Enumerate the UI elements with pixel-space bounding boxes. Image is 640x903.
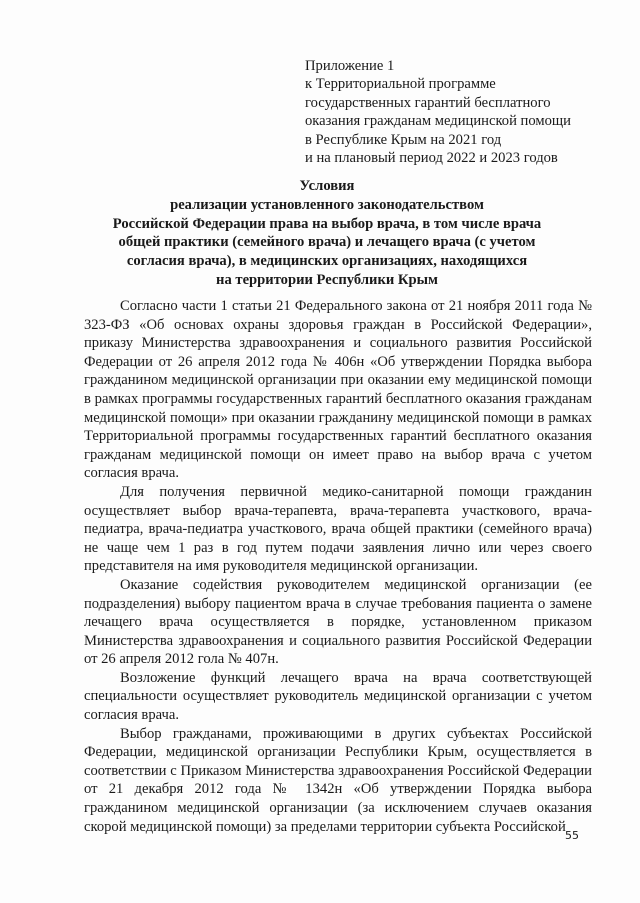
annex-line: государственных гарантий бесплатного <box>305 94 551 111</box>
document-title <box>86 177 568 290</box>
title-line: согласия врача), в медицинских организациях, находящихся <box>126 253 528 270</box>
body-paragraph: Оказание содействия руководителем медицинской организации (ее подразделения) выбору пациентом врача в случае требования пациента о замене лечащего врача осуществляется в порядке, установленном приказом Министерства здравоохранения и социального развития Российской Федерации от 26 апреля 2012 гола № 407н. <box>84 576 592 668</box>
body-paragraph: Возложение функций лечащего врача на врача соответствующей специальности осуществляет руководитель медицинской организации с учетом согласия врача. <box>84 669 592 724</box>
annex-line: к Территориальной программе <box>305 76 496 93</box>
title-line: на территории Республики Крым <box>216 271 438 288</box>
title-line: реализации установленного законодательством <box>170 196 484 213</box>
page-number: 55 <box>565 829 579 842</box>
body-paragraph: Согласно части 1 статьи 21 Федерального закона от 21 ноября 2011 года № 323-ФЗ «Об основах охраны здоровья граждан в Российской Федерации», приказу Министерства здравоохранения и социального развития Российской Федерации от 26 апреля 2012 года № 406н «Об утверждении Порядка выбора гражданином медицинской организации при оказании ему медицинской помощи в рамках программы государственных гарантий бесплатного оказания гражданам медицинской помощи» при оказании гражданину медицинской помощи в рамках Территориальной программы государственных гарантий бесплатного оказания гражданам медицинской помощи он имеет право на выбор врача с учетом согласия врача. <box>84 298 592 482</box>
title-line: Российской Федерации права на выбор врача, в том числе врача <box>112 215 542 232</box>
document-body <box>84 297 592 836</box>
title-line: Условия <box>299 178 355 194</box>
body-paragraph: Для получения первичной медико-санитарной помощи гражданин осуществляет выбор врача-терапевта, врача-терапевта участкового, врача-педиатра, врача-педиатра участкового, врача общей практики (семейного врача) не чаще чем 1 раз в год путем подачи заявления лично или через своего представителя на имя руководителя медицинской организации. <box>84 483 592 575</box>
annex-header <box>305 57 605 167</box>
annex-line: Приложение 1 <box>305 58 395 74</box>
annex-line: в Республике Крым на 2021 год <box>305 131 502 148</box>
annex-line: оказания гражданам медицинской помощи <box>305 113 571 130</box>
annex-line: и на плановый период 2022 и 2023 годов <box>305 150 558 167</box>
title-line: общей практики (семейного врача) и лечащего врача (с учетом <box>118 234 536 251</box>
body-paragraph: Выбор гражданами, проживающими в других субъектах Российской Федерации, медицинской организации Республики Крым, осуществляется в соответствии с Приказом Министерства здравоохранения Российской Федерации от 21 декабря 2012 года № 1342н «Об утверждении Порядка выбора гражданином медицинской организации (за исключением случаев оказания скорой медицинской помощи) за пределами территории субъекта Российской <box>84 725 592 835</box>
